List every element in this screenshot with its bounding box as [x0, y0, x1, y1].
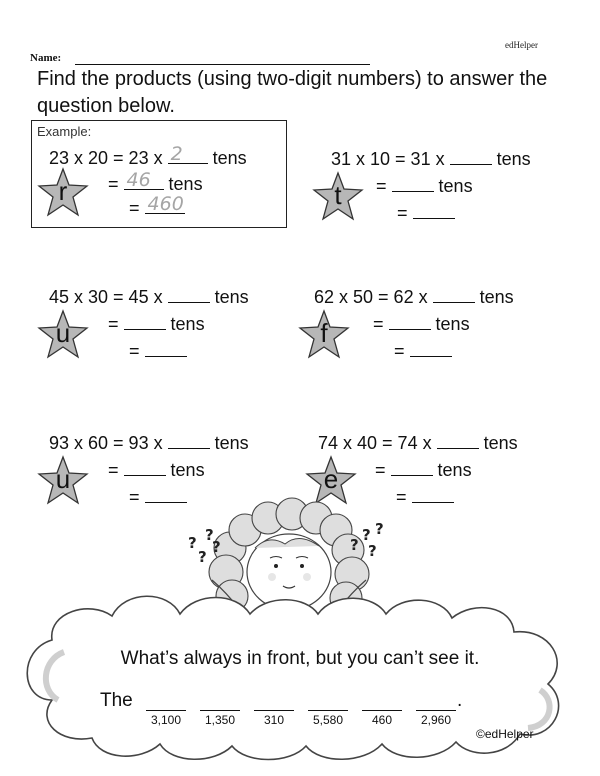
problem-5-line-2: = tens [375, 460, 472, 480]
problem-4-line-3: = [129, 487, 187, 508]
answer-key-number: 2,960 [420, 713, 452, 727]
copyright-label: ©edHelper [476, 727, 534, 741]
star-letter: r [58, 176, 68, 206]
example-line-2: = 46 tens [108, 169, 203, 194]
svg-text:?: ? [212, 538, 221, 556]
problem-5-line-3: = [396, 487, 454, 508]
problem-4-line-2: = tens [108, 460, 205, 480]
example-line-3: = 460 [129, 193, 184, 218]
example-answer-1: 2 [170, 143, 183, 165]
answer-key-number: 3,100 [150, 713, 182, 727]
answer-key-number: 5,580 [312, 713, 344, 727]
problem-2-line-1: 45 x 30 = 45 x tens [49, 287, 249, 307]
example-line-1: 23 x 20 = 23 x 2 tens [49, 143, 247, 168]
svg-text:?: ? [205, 526, 214, 544]
problem-1-line-2: = tens [376, 176, 473, 196]
problem-1-line-1: 31 x 10 = 31 x tens [331, 149, 531, 169]
name-label: Name: [30, 52, 62, 64]
answer-key-number: 310 [263, 713, 285, 727]
star-letter: t [334, 180, 342, 210]
problem-3-line-3: = [394, 341, 452, 362]
problem-3-line-2: = tens [373, 314, 470, 334]
star-letter: e [323, 464, 339, 494]
star-letter: u [55, 318, 71, 348]
svg-text:?: ? [198, 548, 207, 566]
problem-3-line-1: 62 x 50 = 62 x tens [314, 287, 514, 307]
answer-slot[interactable] [146, 692, 186, 711]
riddle-period: . [457, 690, 463, 711]
svg-text:?: ? [350, 536, 359, 554]
star-letter: u [55, 464, 71, 494]
answer-key-number: 460 [371, 713, 393, 727]
star-letter: f [320, 318, 328, 348]
answer-slot[interactable] [416, 692, 456, 711]
problem-2-line-2: = tens [108, 314, 205, 334]
instructions: Find the products (using two-digit numbers) to answer the question below. [37, 68, 548, 117]
riddle-lead-word: The [100, 690, 133, 711]
svg-text:?: ? [362, 526, 371, 544]
problem-2-line-3: = [129, 341, 187, 362]
answer-slot[interactable] [200, 692, 240, 711]
example-answer-3: 460 [147, 193, 184, 215]
svg-text:?: ? [188, 534, 197, 552]
svg-text:?: ? [375, 520, 384, 538]
example-answer-2: 46 [126, 169, 151, 191]
problem-4-line-1: 93 x 60 = 93 x tens [49, 433, 249, 453]
example-label: Example: [37, 124, 92, 139]
answer-key-number: 1,350 [204, 713, 236, 727]
answer-slot[interactable] [362, 692, 402, 711]
brand-label: edHelper [505, 40, 538, 50]
answer-slot[interactable] [308, 692, 348, 711]
problem-5-line-1: 74 x 40 = 74 x tens [318, 433, 518, 453]
riddle-question: What’s always in front, but you can’t see it. [120, 648, 480, 669]
answer-slot[interactable] [254, 692, 294, 711]
svg-text:?: ? [368, 542, 377, 560]
problem-1-line-3: = [397, 203, 455, 224]
